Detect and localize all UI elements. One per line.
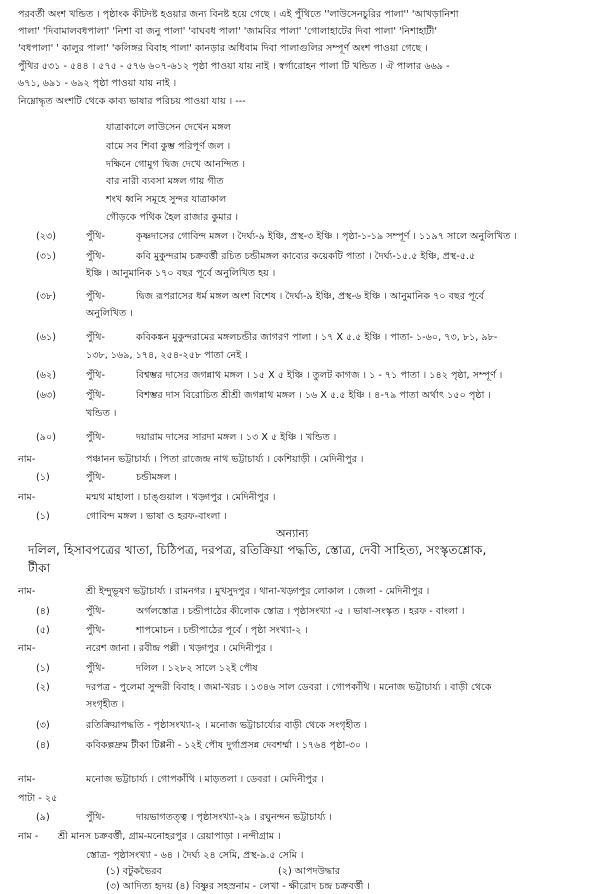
entry-label: পুঁথি- — [86, 231, 105, 242]
text-line: পরবর্তী অংশ খন্ডিত । পৃষ্ঠাংক কীটদষ্ট হওয়ার জন্য বিনষ্ট হয়ে গেছে । এই পুঁথিতে ''লাউসেনচুরির পালা'' 'আখড়ানিশা — [18, 9, 459, 20]
entry-text: বিশম্ভর দাস বিরোচিত শ্রীশ্রী জগন্নাথ মঙ্গল । ১৬ X ৫.৫ ইঞ্চি । ৪-৭৯ পাতা অর্থাৎ ১৫০ পৃষ্ঠা । — [136, 390, 491, 401]
entry-text: বিশ্বম্ভর দাসের জগন্নাথ মঙ্গল । ১৫ X ৫ ইঞ্চি । তুলট কাগজ । ১ - ৭১ পাতা । ১৪২ পৃষ্ঠা, সম্পূর্ণ । — [136, 370, 503, 381]
entry-text: কবিকঙ্কন মুকুন্দরামের মঙ্গলচন্ডীর জাগরণ পালা । ১৭ X ৫.৫ ইঞ্চি । পাতা- ১-৬০, ৭৩, ৮১, ৯৮- — [136, 332, 498, 343]
entry-number: (৫) — [36, 625, 50, 636]
entry-label: পুঁথি- — [86, 606, 105, 617]
entry-number: (৯০) — [36, 432, 56, 443]
name-label: নাম - — [18, 831, 39, 842]
pata-label: পাটা - ২৫ — [18, 793, 58, 804]
entry-text-cont: অনুলিখিত । — [86, 308, 133, 319]
entry-text: অর্গলস্তোত্র । চন্ডীপাঠের কীলোক স্তোত্র । পৃষ্ঠাসংখ্যা -৫ । ভাষা-সংস্কৃত । হরফ - বাংলা । — [136, 606, 465, 617]
entry-label: পুঁথি- — [86, 432, 105, 443]
entry-label: পুঁথি- — [86, 663, 105, 674]
name-label: নাম- — [18, 643, 36, 654]
entry-text-cont: ১৩৮, ১৬৯, ১৭৪, ২৫৪-২৫৮ পাতা নেই । — [86, 350, 248, 361]
list-item: (৩) আদিত্য হৃদয় (৪) বিষ্ণুর সহস্রনাম - লেখা - ক্ষীরোদ চন্দ্র চক্রবর্ত্তী । — [106, 881, 370, 892]
entry-text-cont: সংগৃহীত । — [86, 699, 125, 710]
text-line: নিম্নোদ্ধৃত অংশটি থেকে কাব্য ভাষার পরিচয় পাওয়া যায় । --- — [18, 96, 246, 107]
entry-text: কৃষ্ণদাসের গোবিন্দ মঙ্গল । দৈর্ঘ্য-৯ ইঞ্চি, প্রস্থ-৩ ইঞ্চি । পৃষ্ঠা-১-১৯ সম্পূর্ণ । ১১৯৭ সালে অনুলিখিত । — [136, 231, 517, 242]
section-subtitle: দলিল, হিসাবপত্রের খাতা, চিঠিপত্র, দরপত্র, রতিক্রিয়া পদ্ধতি, স্তোত্র, দেবী সাহিত্য, সংস্কৃতশ্লোক, — [28, 543, 487, 557]
entry-number: (১) — [36, 472, 50, 483]
entry-number: (১) — [36, 663, 50, 674]
entry-number: (৯) — [36, 812, 50, 823]
verse-line: যাত্রাকালে লাউসেন দেখেন মঙ্গল — [106, 122, 231, 133]
stotra-line: স্তোত্র- পৃষ্ঠাসংখ্যা - ৬৪ । দৈর্ঘ্য ২৪ সেমি, প্রস্থ-৯.৫ সেমি । — [86, 850, 304, 861]
entry-label: পুঁথি- — [86, 251, 105, 262]
entry-label: পুঁথি- — [86, 390, 105, 401]
entry-label: পুঁথি- — [86, 291, 105, 302]
entry-label: পুঁথি- — [86, 332, 105, 343]
entry-number: (৩১) — [36, 251, 56, 262]
name-text: পঞ্চানন ভট্টাচার্য্য । পিতা রাজেন্দ্র নাথ ভট্টাচার্য্য । কেশিয়াড়ী । মেদিনীপুর । — [86, 454, 364, 465]
entry-label: পুঁথি- — [86, 370, 105, 381]
entry-text: চন্ডীমঙ্গল । — [136, 472, 177, 483]
verse-line: দক্ষিনে গোমুগ দ্বিজ দেখে আনন্দিত । — [106, 159, 246, 170]
text-line: 'বধপালা' ' কালুর পালা' 'কলিঙ্গর বিবাহ পালা' কানড়ার অধিবাম দিবা পালাগুলির সম্পূর্ণ অংশ পাওয়া গেছে । — [18, 43, 428, 54]
entry-text: দ্বিজ রূপরাসের ধর্ম মঙ্গল অংশ বিশেষ । দৈর্ঘ্য-৯ ইঞ্চি, প্রস্থ-৬ ইঞ্চি । আনুমানিক ৭০ বছর পূর্বে — [136, 291, 484, 302]
name-text: মনোজ ভট্টাচার্য্য । গোপকাঁথি । মাড়তলা । ডেবরা । মেদিনীপুর । — [86, 774, 324, 785]
name-text: নরেশ জানা । রবীন্দ্র পল্লী । খড়্গপুর । মেদিনীপুর । — [86, 643, 273, 654]
verse-line: বার নারী ব্যবসা মঙ্গল গায় গীত — [106, 176, 224, 187]
entry-number: (১) — [36, 511, 50, 522]
entry-number: (২) — [36, 682, 50, 693]
entry-label: পুঁথি- — [86, 625, 105, 636]
name-label: নাম- — [18, 492, 36, 503]
verse-line: বামে সব শিবা কুম্ভ পরিপূর্ণ জল । — [106, 141, 231, 152]
entry-text: কবি মুকুন্দরাম চক্রবর্ত্তী রচিত চন্ডীমঙ্গল কাব্যের কয়েকটি পাতা । দৈর্ঘ্য-১৫.৫ ইঞ্চি, প্রস্থ-৫.৫ — [136, 251, 476, 262]
entry-number: (৪) — [36, 740, 50, 751]
entry-label: পুঁথি- — [86, 472, 105, 483]
text-line: পুঁথির ৫৩১ - ৫৪৪ । ৫৭৫ - ৫৭৬ ৬০৭-৬১২ পৃষ্ঠা পাওয়া যায় নাই । স্বর্গারোহন পালা টি খন্ডিত । ঐ পালার ৬৬৯ - — [18, 61, 450, 72]
name-text: শ্রী ইন্দুভূষণ ভট্টাচার্য্য । রামনগর । মুখসুদপুর । থানা-খড়্গপুর লোকাল । জেলা - মেদিনীপুর । — [86, 586, 430, 597]
entry-text: রতিক্রিয়াপদ্ধতি - পৃষ্ঠাসংখ্যা-২ । মনোজ ভট্টাচার্য্যের বাড়ী থেকে সংগৃহীত । — [86, 720, 368, 731]
verse-line: শংখ ধ্বনি সমূহে সুন্দর যাত্রাকাল — [106, 194, 227, 205]
name-label: নাম- — [18, 586, 36, 597]
entry-text: কবিকল্পদ্রুম টীকা টিপ্পনী - ১২ই পৌষ দুর্গাপ্রসন্ন দেবশর্ম্মা । ১৭৬৪ পৃষ্ঠা-৩০ । — [86, 740, 368, 751]
entry-text: দায়ভাগতত্ত্ব । পৃষ্ঠাসংখ্যা-২৯ । রঘুনন্দন ভট্টাচার্য্য । — [136, 812, 332, 823]
entry-text: দলিল । ১২৮২ সালে ১২ই পৌষ — [136, 663, 258, 674]
entry-label: পুঁথি- — [86, 812, 105, 823]
name-label: নাম- — [18, 454, 36, 465]
verse-line: গৌড়কে পথিক হৈল রাজার কুমার । — [106, 212, 239, 223]
entry-text-cont: ইঞ্চি । আনুমানিক ১৭০ বছর পূর্বে অনুলিখিত হয় । — [86, 268, 276, 279]
entry-number: (৬৩) — [36, 390, 56, 401]
text-line: ৬৭১, ৬৯১ - ৬৯২ পৃষ্ঠা পাওয়া যায় নাই । — [18, 78, 177, 89]
text-line: পালা' 'দিবামালবধপালা' 'নিশা বা জনু পালা' 'বাঘবধ পালা' 'জামবির পালা' 'গোলাহাটের দিবা পালা' 'নিশাহাট়ী' — [18, 26, 438, 37]
entry-number: (৩) — [36, 720, 50, 731]
name-label: নাম- — [18, 774, 36, 785]
entry-number: (৪) — [36, 606, 50, 617]
entry-text-cont: খন্ডিত । — [86, 408, 117, 419]
entry-text: শাপমোচন । চন্ডীপাঠের পূর্বে । পৃষ্ঠা সংখ্যা-২ । — [136, 625, 308, 636]
entry-number: (৬১) — [36, 332, 56, 343]
section-title: অন্যান্য — [276, 527, 309, 540]
entry-number: (২৩) — [36, 231, 56, 242]
list-item: (১) বটুকভৈরব — [106, 866, 162, 877]
list-item: (২) আপদউদ্ধার — [278, 866, 341, 877]
name-text: মন্মথ মাহালা । চাঙ্গুয়াল । খড়্গপুর । মেদিনীপুর । — [86, 492, 276, 503]
entry-text: দরপত্র - পুলেমা সুন্দরী বিবাহ । জমা-খরচ । ১৩৪৬ সাল ডেবরা । গোপকাঁথি । মনোজ ভট্টাচার্য্য । বাড়ী থেকে — [86, 682, 492, 693]
entry-number: (৩৮) — [36, 291, 56, 302]
entry-text: গোবিন্দ মঙ্গল । ভাষা ও হরফ-বাংলা । — [86, 511, 227, 522]
section-subtitle-cont: টীকা — [28, 561, 51, 575]
entry-text: দয়ারাম দাসের সারদা মঙ্গল । ১৩ X ৫ ইঞ্চি । খন্ডিত । — [136, 432, 337, 443]
name-text: শ্রী মানস চক্রবর্ত্তী, গ্রাম-মনোহরপুর । রেয়াপাড়া । নন্দীগ্রাম । — [58, 831, 281, 842]
entry-number: (৬২) — [36, 370, 56, 381]
